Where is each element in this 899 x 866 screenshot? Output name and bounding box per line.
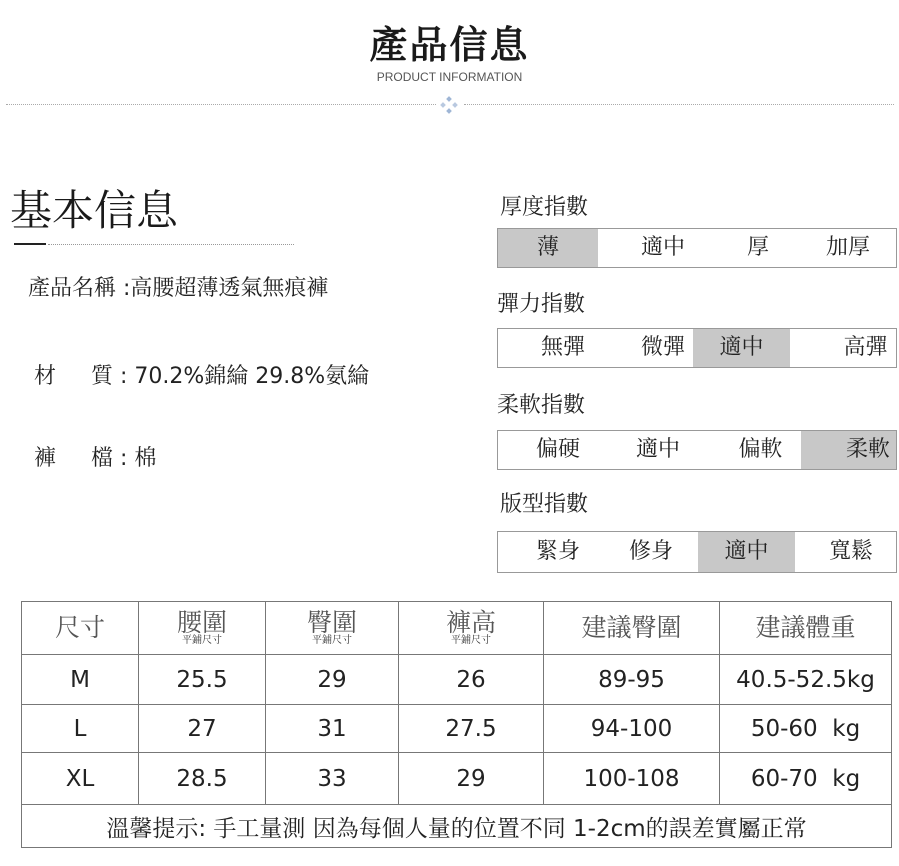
header-suggested-weight: 建議體重 [720, 602, 892, 655]
basic-info-underline [14, 243, 46, 245]
header-divider-right [464, 104, 894, 105]
measurement-note: 溫馨提示: 手工量測 因為每個人量的位置不同 1-2cm的誤差實屬正常 [22, 805, 892, 848]
header-hip: 臀圍 平鋪尺寸 [266, 602, 399, 655]
cell-height: 29 [399, 753, 544, 805]
softness-option-very-soft: 柔軟 [801, 431, 896, 469]
cell-size: M [22, 655, 139, 705]
cell-hip: 31 [266, 705, 399, 753]
cell-waist: 27 [139, 705, 266, 753]
table-row [22, 705, 892, 753]
softness-index-title: 柔軟指數 [497, 393, 586, 418]
page-title: 產品信息 [369, 23, 530, 67]
elasticity-option-medium: 適中 [693, 329, 790, 367]
cell-waist: 28.5 [139, 753, 266, 805]
cell-size: XL [22, 753, 139, 805]
softness-index-bar [497, 430, 897, 470]
diamond-dots-icon [440, 96, 458, 114]
material: 材 質 : 70.2%錦綸 29.8%氨綸 [34, 364, 370, 389]
softness-option-hard: 偏硬 [535, 437, 580, 462]
header-size: 尺寸 [22, 602, 139, 655]
table-header-row [22, 602, 892, 655]
fit-index-title: 版型指數 [500, 492, 589, 517]
page-subtitle: PRODUCT INFORMATION [376, 70, 523, 84]
cell-height: 26 [399, 655, 544, 705]
cell-suggested-hip: 89-95 [544, 655, 720, 705]
cell-waist: 25.5 [139, 655, 266, 705]
cell-hip: 29 [266, 655, 399, 705]
cell-height: 27.5 [399, 705, 544, 753]
elasticity-index-bar [497, 328, 897, 368]
table-row [22, 655, 892, 705]
softness-option-medium: 適中 [635, 437, 680, 462]
fit-option-tight: 緊身 [535, 539, 580, 564]
cell-suggested-weight: 40.5-52.5kg [720, 655, 892, 705]
table-row [22, 753, 892, 805]
cell-suggested-hip: 94-100 [544, 705, 720, 753]
crotch: 褲 檔 : 棉 [34, 446, 157, 471]
fit-option-loose: 寬鬆 [828, 539, 873, 564]
thickness-option-thick: 厚 [746, 235, 769, 260]
cell-suggested-weight: 60-70 kg [720, 753, 892, 805]
fit-index-bar [497, 531, 897, 573]
thickness-index-title: 厚度指數 [500, 195, 589, 220]
header-height: 褲高 平鋪尺寸 [399, 602, 544, 655]
basic-info-title: 基本信息 [10, 186, 179, 235]
header-suggested-hip: 建議臀圍 [544, 602, 720, 655]
size-table [21, 601, 892, 848]
cell-suggested-weight: 50-60 kg [720, 705, 892, 753]
thickness-option-extra-thick: 加厚 [825, 235, 870, 260]
softness-option-soft: 偏軟 [738, 437, 783, 462]
header-waist: 腰圍 平鋪尺寸 [139, 602, 266, 655]
elasticity-option-none: 無彈 [540, 335, 585, 360]
cell-hip: 33 [266, 753, 399, 805]
table-note-row [22, 805, 892, 848]
fit-option-slim: 修身 [628, 539, 673, 564]
thickness-option-medium: 適中 [640, 235, 685, 260]
cell-size: L [22, 705, 139, 753]
product-name: 產品名稱 :高腰超薄透氣無痕褲 [28, 276, 329, 301]
cell-suggested-hip: 100-108 [544, 753, 720, 805]
elasticity-option-slight: 微彈 [640, 335, 685, 360]
thickness-option-thin: 薄 [498, 229, 598, 267]
header-divider-left [6, 104, 436, 105]
fit-option-regular: 適中 [698, 532, 795, 572]
thickness-index-bar [497, 228, 897, 268]
elasticity-index-title: 彈力指數 [497, 292, 586, 317]
basic-info-dotted-line [48, 244, 294, 245]
elasticity-option-high: 高彈 [843, 335, 888, 360]
